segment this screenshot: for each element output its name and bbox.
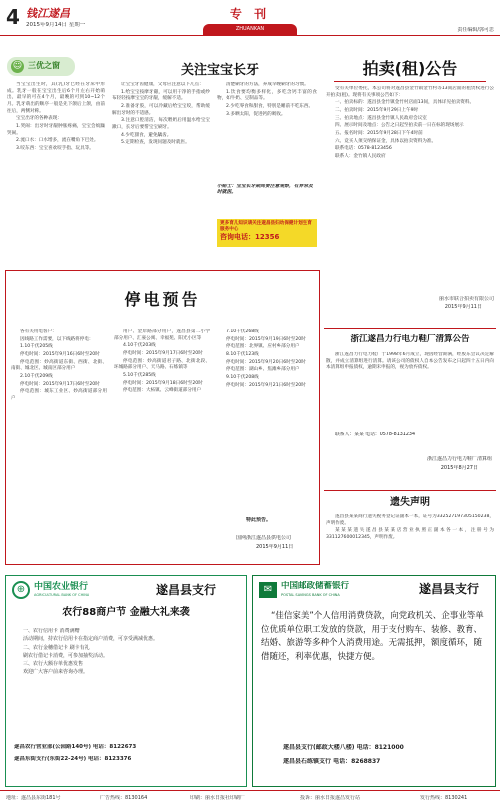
smile-icon: ☺: [12, 61, 23, 71]
section-en-label: ZHUANKAN: [235, 26, 265, 32]
outage-date: 2015年9月11日: [256, 544, 294, 550]
para: 各有关用电客户：: [20, 329, 57, 334]
footer-rule: [0, 790, 500, 791]
para: 三、拍卖地点：遂昌县金竹镇人民政府会议室: [335, 115, 427, 121]
abc-line: 一、农行信用卡 消费满赠: [23, 628, 80, 634]
power-outage-notice: [5, 270, 320, 565]
title-rule: [334, 81, 486, 82]
abc-name-en: AGRICULTURAL BANK OF CHINA: [34, 593, 90, 597]
para: 联系人：金竹镇人民政府: [335, 153, 386, 159]
footer-complaint: 投诉：丽水日报遂昌发行站: [300, 795, 361, 801]
footer-issue-phone: 发行热线：8130241: [420, 795, 468, 801]
sanyou-tip: 小贴士：宝宝长牙期间要注意观察，有异常及时就医。: [217, 184, 313, 196]
psbc-contact-1: 遂昌县支行(邮政大楼八楼) 电话：8121000: [283, 744, 404, 751]
psbc-ad: [252, 575, 496, 787]
abc-line: 刷农行借记卡消费，可参加抽奖活动。: [23, 652, 109, 659]
para: 联系电话：0578-8123456: [335, 146, 392, 152]
para: 停电范围：湖山乡、焦滩乡部分用户: [226, 367, 300, 373]
sanyou-headline: 关注宝宝长牙: [180, 63, 259, 78]
para: 5.定期检查，发现问题及时就医。: [121, 140, 190, 146]
abc-bank-ad: [5, 575, 247, 787]
para: 4.10千伏203线: [123, 343, 156, 349]
para: 8.10千伏123线: [226, 351, 259, 357]
para: 3.注意口腔清洁，每次喂奶后用温水给宝宝漱口，长牙后要帮宝宝刷牙。: [112, 118, 210, 130]
sanyou-tag-label: 三优之窗: [28, 61, 60, 70]
lost-items: [326, 514, 494, 564]
auction-notice: [324, 58, 496, 324]
footer-address: 地址：遂昌县东街181号: [6, 795, 61, 801]
abc-name-cn: 中国农业银行: [34, 582, 89, 592]
notice-rule-top: [324, 328, 496, 329]
para: 二、拍卖时间：2015年9月29日上午9时: [335, 107, 419, 113]
abc-line: 三、农行大额存单优惠发售: [23, 661, 84, 667]
psbc-branch: 遂昌县支行: [419, 582, 480, 596]
para: 1.给宝宝按摩牙龈，可以用干净的手指或纱布轻轻按摩宝宝的牙龈，缓解不适。: [112, 89, 210, 102]
para: 宝宝出牙的各种表现：: [16, 116, 62, 122]
para: 7.10千伏268线: [226, 329, 259, 334]
para: 3.多晒太阳，促进钙的吸收。: [226, 111, 286, 117]
consult-box: [217, 219, 317, 247]
para: 2.10千伏209线: [20, 373, 53, 379]
liquidation-contact: 联系人：某某 电话：0578-8131234: [335, 432, 415, 437]
footer-ad-phone: 广告热线：8130164: [100, 795, 148, 801]
para: 一、拍卖标的：遂昌县金竹镇金竹村店面13间，具体详见拍卖资料。: [335, 100, 475, 106]
auction-signature: 丽水市联合拍卖有限公司: [438, 296, 494, 302]
para: 1.饮食要均衡多样化，多吃含钙丰富的食物，如牛奶、豆制品等。: [217, 89, 317, 102]
footer-printer: 印刷：丽水日报社印刷厂: [190, 795, 246, 801]
sanyou-col-2: [112, 82, 210, 262]
sanyou-section: [5, 44, 320, 264]
lost-item: 遂昌县某某商行遗失税务登记证副本一本，证号为332527197305150238，声明作废。: [326, 514, 494, 526]
para: 当宝宝出生时，其(乳)牙已经在牙床中形成。乳牙一般在宝宝出生后6个月左右开始萌出，最早的可在4个月，最晚的可到10~12个月。乳牙萌出的顺序一般是先下颌后上颌，由前往后，两侧对称。: [7, 82, 105, 114]
outage-col-3: [217, 329, 315, 489]
auction-body: [326, 86, 494, 290]
page-header: [0, 0, 500, 40]
para: 停电时间：2015年9月17日6时至20时: [20, 381, 100, 387]
lost-title: 遗失声明: [390, 497, 430, 508]
para: 四、展示时间及地点：公告之日起至拍卖前一日在标的现场展示: [335, 123, 464, 129]
para: 停电范围：城东工业区、妙高街道部分用户: [11, 389, 107, 401]
liquidation-body: 浙江遂昌力行电力鞋厂于1998年6月成立，现因经营期满，经股东会议决定解散，并成立清算组进行清算。请该公司的债权人自本公告发布之日起四十五日内向本清算组申报债权，逾期未申报的，视为放弃债权。: [326, 352, 494, 371]
para: 停电时间：2015年9月20日6时至20时: [226, 359, 306, 365]
para: 停电范围：妙高街道君子路、北街北段、环城路部分用户、天马路、石练镇等: [114, 358, 210, 371]
psbc-logo-icon: ✉: [259, 582, 277, 598]
liquidation-date: 2015年8月27日: [440, 465, 478, 471]
para: 停电时间：2015年9月18日6时至20时: [123, 380, 203, 386]
abc-line: 欢迎广大客户前来咨询办理。: [23, 669, 89, 676]
para: 2.准备牙胶，可以冷藏后给宝宝咬，帮助缓解出牙时的不适感。: [112, 103, 210, 116]
para: 停电时间：2015年9月19日6时至20时: [226, 336, 306, 342]
para: 清楚刷牙的方法，养成早晚刷牙的习惯。: [226, 82, 309, 87]
consult-hint: 更多育儿知识请关注遂昌县妇幼保健计划生育服务中心: [220, 221, 312, 232]
auction-title: 拍卖(租)公告: [362, 59, 458, 78]
lost-item: 某某某遗失遂昌县某某店营业执照正副本各一本，注册号为331127600012345，声明作废。: [326, 528, 494, 540]
abc-contact-2: 遂昌东街支行(东街22-24号) 电话：8123376: [14, 756, 132, 762]
para: 3.咬东西：宝宝喜欢咬手指、玩具等。: [16, 145, 94, 151]
liquidation-signature: 浙江遂昌力行电力鞋厂清算组: [426, 456, 492, 462]
outage-col-1: [11, 329, 107, 559]
abc-lines: [14, 628, 240, 738]
liquidation-title: 浙江遂昌力行电力鞋厂清算公告: [350, 334, 470, 344]
para: 停电时间：2015年9月21日6时至20时: [226, 382, 306, 388]
abc-logo-icon: ⊕: [12, 581, 30, 599]
editor-credit: 责任编辑/郭可思: [457, 27, 494, 33]
para: 1.哭闹：出牙时牙龈肿胀疼痛，宝宝会烦躁哭闹。: [7, 123, 105, 136]
page-footer: [0, 792, 500, 806]
para: 停电时间：2015年9月16日6时至20时: [20, 351, 100, 357]
psbc-name-en: POSTAL SAVINGS BANK OF CHINA: [281, 593, 340, 597]
para: 2.少吃零食和甜食，特别是睡前不吃东西。: [226, 103, 314, 109]
para: 停电范围：大柘镇、云峰街道部分用户: [123, 388, 202, 394]
para: 受有关单位委托，本公司将对遂昌县金竹镇金竹村等13间店面的租赁权进行公开拍卖(租)。现将有关事项公告如下：: [326, 86, 494, 98]
sanyou-col-1: [7, 82, 105, 262]
para: 5.10千伏285线: [123, 372, 156, 378]
abc-line: 活动期间，持农行信用卡在指定商户消费，可享受满减优惠。: [23, 636, 159, 643]
paper-name: 钱江遂昌: [26, 7, 70, 20]
para: 因线路工作需要，以下线路将停电：: [20, 336, 94, 342]
abc-branch: 遂昌县支行: [156, 583, 217, 597]
lost-notice: [324, 490, 496, 566]
lost-rule-top: [324, 490, 496, 491]
outage-signature: 国网浙江遂昌县供电公司: [236, 535, 292, 541]
para: 9.10千伏208线: [226, 374, 259, 380]
para: 五、报名时间：2015年9月28日下午4时前: [335, 130, 423, 136]
liquidation-notice: [324, 328, 496, 483]
abc-contact-1: 遂昌农行营业部(公园路140号) 电话：8122673: [14, 744, 137, 750]
para: 停电范围：妙高街道东街、西街、北街、南街、城北区、城南区部分用户: [11, 359, 107, 372]
para: 停电时间：2015年9月17日6时至20时: [123, 350, 203, 356]
auction-date: 2015年9月11日: [444, 304, 482, 310]
outage-special: 特此预告。: [246, 517, 272, 523]
para: 用户、金岸路部分用户，遂昌县第二小学部分用户、汇豪公寓、幸福苑、阳光小区等: [114, 329, 210, 341]
para: 六、竞买人须交纳保证金，具体以拍卖资料为准。: [335, 138, 437, 144]
psbc-contact-2: 遂昌县石练镇支行 电话：8268837: [283, 758, 381, 765]
psbc-slogan: “佳信家美”个人信用消费贷款，向党政机关、企事业等单位优质单位职工发放的贷款，用于支付购车、装修、教育、结婚、旅游等多种个人消费用途。无需抵押，额度循环，随借随还，利率优惠，快捷方便。: [261, 611, 484, 662]
page-number: 4: [6, 5, 20, 29]
issue-date: 2015年9月14日 星期一: [26, 22, 86, 28]
sanyou-col-3: [217, 82, 317, 182]
section-en-tag: [203, 24, 297, 35]
para: 1.10千伏205线: [20, 344, 53, 350]
header-rule: [0, 35, 500, 36]
section-title: 专 刊: [229, 7, 271, 21]
abc-slogan: 农行88商户节 金融大礼来袭: [62, 607, 190, 618]
para: 4.少吃甜食，避免龋齿。: [121, 132, 172, 138]
para: 让宝宝牙齿健康，父母应注意以下几点：: [121, 82, 204, 87]
para: 2.流口水：口水增多，流在嘴角下巴处。: [16, 138, 99, 144]
psbc-name-cn: 中国邮政储蓄银行: [281, 581, 350, 591]
para: 停电范围：北界镇、应村乡部分用户: [226, 344, 300, 350]
outage-title: 停电预告: [124, 290, 201, 309]
abc-line: 二、农行金穗借记卡 刷卡有礼: [23, 644, 90, 651]
sanyou-tag: [7, 57, 75, 76]
outage-col-2: [114, 329, 210, 559]
consult-phone: 咨询电话：12356: [220, 232, 280, 241]
